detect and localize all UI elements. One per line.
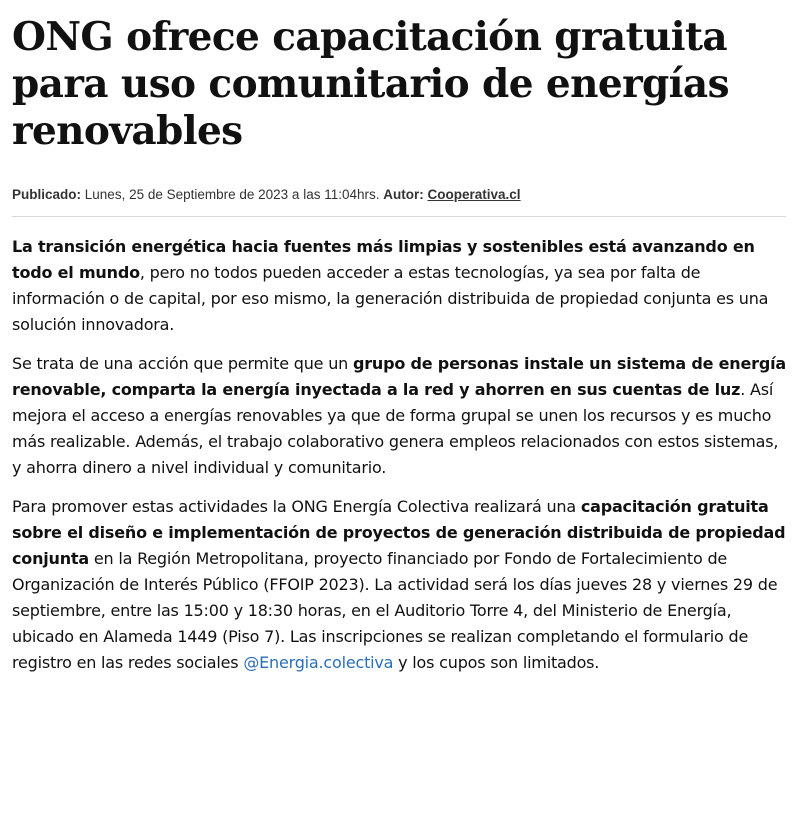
published-label: Publicado:	[12, 187, 82, 202]
published-date: Lunes, 25 de Septiembre de 2023 a las 11:04hrs.	[84, 187, 380, 202]
paragraph-2-text-before: Se trata de una acción que permite que un	[12, 354, 353, 373]
article-title: ONG ofrece capacitación gratuita para uso comunitario de energías renovables	[12, 14, 729, 154]
paragraph-3-text-middle: en la Región Metropolitana, proyecto financiado por Fondo de Fortalecimiento de Organización de Interés Público (FFOIP 2023). La actividad será los días jueves 28 y viernes 29 de septiembre, entre las 15:00 y 18:30 horas, en el Auditorio Torre 4, del Ministerio de Energía, ubicado en Alameda 1449 (Piso 7). Las inscripciones se realizan completando el formulario de registro en las redes sociales	[12, 549, 778, 672]
author-label: Autor:	[383, 187, 424, 202]
author-link[interactable]: Cooperativa.cl	[427, 187, 521, 202]
paragraph-2	[12, 351, 786, 481]
article-meta	[12, 186, 786, 204]
meta-divider	[12, 216, 786, 217]
paragraph-3-text-after: y los cupos son limitados.	[393, 653, 600, 672]
paragraph-2-text-after: . Así mejora el acceso a energías renovables ya que de forma grupal se unen los recursos y es mucho más realizable. Además, el trabajo colaborativo genera empleos relacionados con estos sistemas, y ahorra dinero a nivel individual y comunitario.	[12, 380, 779, 477]
paragraph-2-bold: grupo de personas instale un sistema de energía renovable, comparta la energía inyectada a la red y ahorren en sus cuentas de luz	[12, 354, 786, 399]
paragraph-1	[12, 234, 786, 338]
paragraph-1-text: , pero no todos pueden acceder a estas tecnologías, ya sea por falta de información o de capital, por eso mismo, la generación distribuida de propiedad conjunta es una solución innovadora.	[12, 263, 769, 334]
energia-colectiva-link[interactable]: @Energia.colectiva	[243, 653, 394, 672]
paragraph-1-bold: La transición energética hacia fuentes más limpias y sostenibles está avanzando en todo el mundo	[12, 237, 755, 282]
paragraph-3-text-before: Para promover estas actividades la ONG Energía Colectiva realizará una	[12, 497, 581, 516]
paragraph-3	[12, 494, 786, 676]
paragraph-3-bold: capacitación gratuita sobre el diseño e implementación de proyectos de generación distribuida de propiedad conjunta	[12, 497, 786, 568]
